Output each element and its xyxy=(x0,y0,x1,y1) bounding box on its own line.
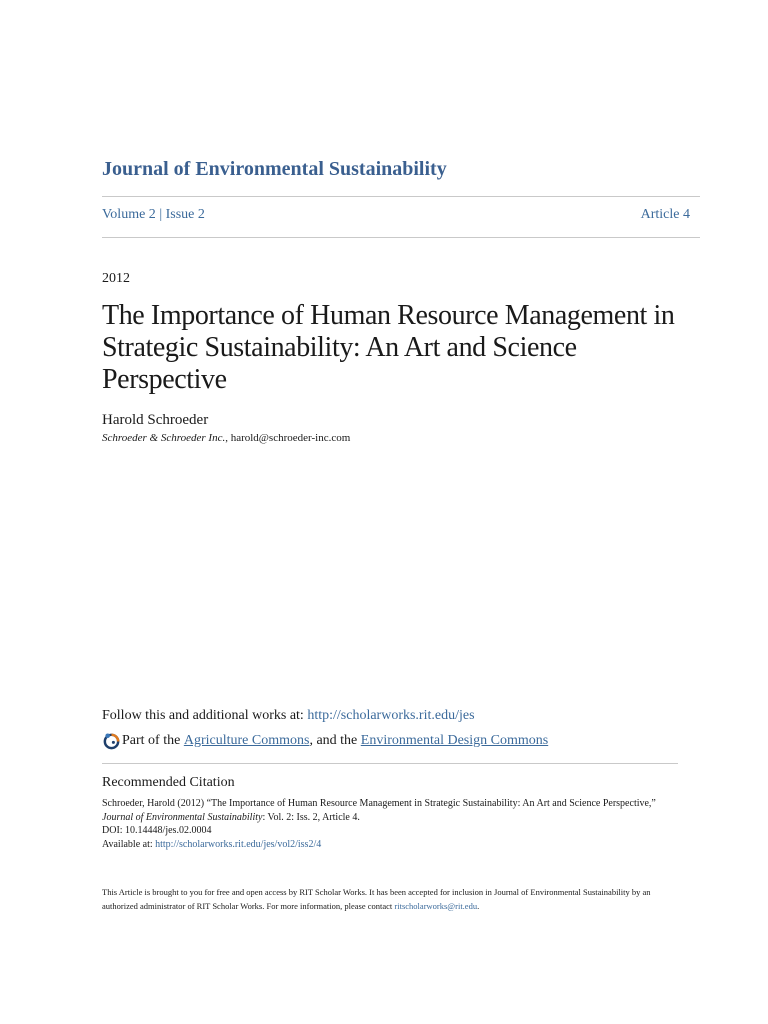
access-notice-text: This Article is brought to you for free and open access by RIT Scholar Works. It has been accepted for inclusion in Journal of Environmental Sustainability by an authorized administrator of RIT Scholar Works. For more information, please contact xyxy=(102,887,651,911)
available-label: Available at: xyxy=(102,838,156,850)
publication-year: 2012 xyxy=(102,271,130,286)
author-email: , harold@schroeder-inc.com xyxy=(225,432,351,444)
article-number-link[interactable]: Article 4 xyxy=(640,207,690,222)
citation-text: Schroeder, Harold (2012) “The Importance of Human Resource Management in Strategic Sustainability: An Art and Science Perspective,” xyxy=(102,798,656,809)
part-of-line xyxy=(102,731,548,750)
journal-title[interactable]: Journal of Environmental Sustainability xyxy=(102,158,447,180)
follow-line xyxy=(102,708,475,724)
article-title: The Importance of Human Resource Management in Strategic Sustainability: An Art and Science Perspective xyxy=(102,300,675,395)
citation-journal: Journal of Environmental Sustainability xyxy=(102,811,263,823)
divider-issue xyxy=(102,237,700,238)
divider-top xyxy=(102,196,700,197)
volume-issue-separator: | xyxy=(159,207,163,222)
volume-issue xyxy=(102,207,205,223)
author-affiliation xyxy=(102,432,350,444)
issue-link[interactable]: Issue 2 xyxy=(165,207,205,222)
part-of-prefix: Part of the xyxy=(122,732,181,748)
affiliation-name: Schroeder & Schroeder Inc. xyxy=(102,432,226,444)
author-name: Harold Schroeder xyxy=(102,412,209,428)
access-notice-end: . xyxy=(477,901,480,911)
agriculture-commons-link[interactable]: Agriculture Commons xyxy=(183,732,310,748)
issue-bar xyxy=(102,207,690,223)
access-notice xyxy=(102,885,672,913)
volume-link[interactable]: Volume 2 xyxy=(102,207,156,222)
citation-block xyxy=(102,797,672,851)
recommended-citation-heading: Recommended Citation xyxy=(102,775,235,790)
citation-doi: DOI: 10.14448/jes.02.0004 xyxy=(102,825,212,836)
divider-citation xyxy=(102,763,678,764)
follow-url-link[interactable]: http://scholarworks.rit.edu/jes xyxy=(307,708,475,723)
follow-label: Follow this and additional works at: xyxy=(102,708,308,723)
citation-volume: : Vol. 2: Iss. 2, Article 4. xyxy=(262,811,360,823)
contact-email-link[interactable]: ritscholarworks@rit.edu xyxy=(394,901,478,911)
and-the-text: , and the xyxy=(309,732,358,748)
available-at-link[interactable]: http://scholarworks.rit.edu/jes/vol2/iss2/4 xyxy=(155,838,322,850)
bepress-commons-icon xyxy=(102,731,121,750)
environmental-design-commons-link[interactable]: Environmental Design Commons xyxy=(360,732,549,748)
